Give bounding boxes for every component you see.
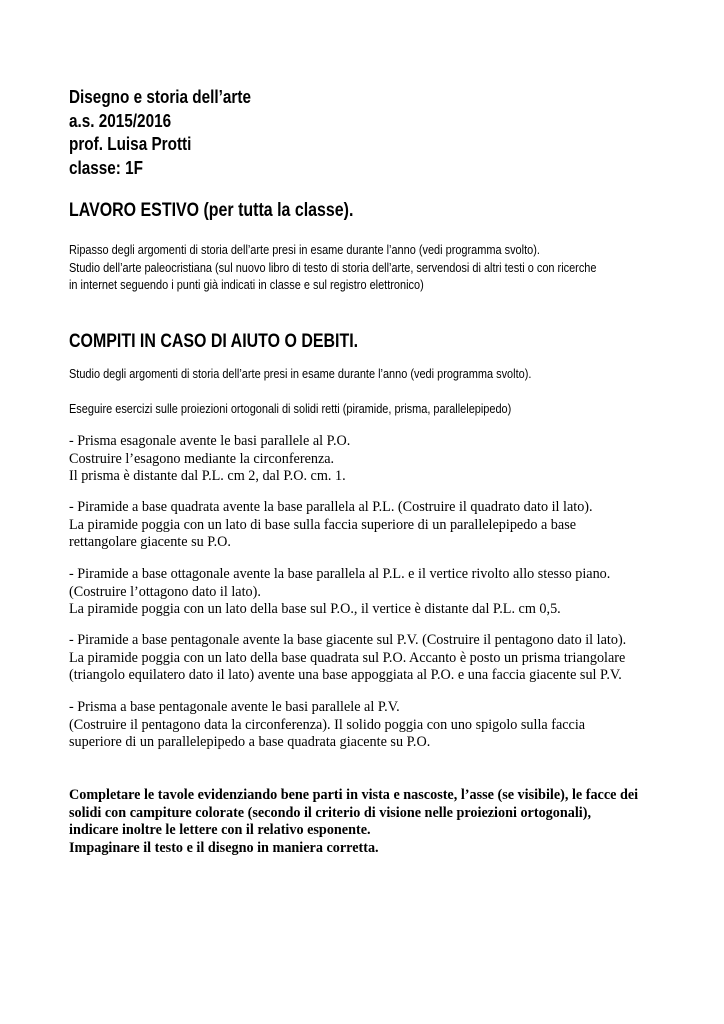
exercise-line: - Piramide a base quadrata avente la base parallela al P.L. (Costruire il quadrato dato il lato).: [69, 499, 593, 515]
summer-work-line: Ripasso degli argomenti di storia dell’arte presi in esame durante l’anno (vedi programma svolto).: [69, 242, 540, 257]
summer-work-heading: LAVORO ESTIVO (per tutta la classe).: [69, 200, 354, 221]
summer-work-line: Studio dell’arte paleocristiana (sul nuovo libro di testo di storia dell’arte, servendosi di altri testi o con ricerche: [69, 259, 597, 275]
exercise-line: superiore di un parallelepipedo a base quadrata giacente su P.O.: [69, 734, 431, 751]
exercise-line: rettangolare giacente su P.O.: [69, 534, 231, 551]
exercise-line: (triangolo equilatero dato il lato) avente una base appoggiata al P.O. e una faccia giacente sul P.V.: [69, 667, 622, 684]
exercise-line: - Piramide a base pentagonale avente la base giacente sul P.V. (Costruire il pentagono dato il lato).: [69, 632, 627, 648]
exercises-intro: Eseguire esercizi sulle proiezioni ortogonali di solidi retti (piramide, prisma, parallelepipedo): [69, 401, 512, 416]
final-instruction-line: solidi con campiture colorate (secondo il criterio di visione nelle proiezioni ortogonali),: [69, 804, 591, 821]
exercise-line: - Prisma esagonale avente le basi parallele al P.O.: [69, 433, 351, 449]
remedial-heading: COMPITI IN CASO DI AIUTO O DEBITI.: [69, 331, 359, 352]
exercise-line: - Piramide a base ottagonale avente la base parallela al P.L. e il vertice rivolto allo stesso piano.: [69, 566, 611, 582]
exercise-5: [69, 699, 585, 752]
final-instruction-line: Completare le tavole evidenziando bene parti in vista e nascoste, l’asse (se visibile), le facce dei: [69, 787, 639, 803]
exercise-line: La piramide poggia con un lato della base sul P.O., il vertice è distante dal P.L. cm 0,5.: [69, 601, 561, 618]
document-header: [69, 86, 251, 180]
teacher-name: prof. Luisa Protti: [69, 134, 192, 154]
exercise-4: [69, 632, 626, 685]
remedial-study-line: Studio degli argomenti di storia dell’arte presi in esame durante l’anno (vedi programma svolto).: [69, 366, 532, 381]
exercise-line: La piramide poggia con un lato della base quadrata sul P.O. Accanto è posto un prisma triangolare: [69, 649, 626, 666]
exercise-line: Costruire l’esagono mediante la circonferenza.: [69, 450, 335, 467]
summer-work-line: in internet seguendo i punti già indicati in classe e sul registro elettronico): [69, 277, 424, 292]
exercise-line: - Prisma a base pentagonale avente le basi parallele al P.V.: [69, 699, 400, 715]
exercise-line: Il prisma è distante dal P.L. cm 2, dal P.O. cm. 1.: [69, 468, 346, 485]
exercise-line: La piramide poggia con un lato di base sulla faccia superiore di un parallelepipedo a base: [69, 516, 577, 533]
exercise-line: (Costruire l’ottagono dato il lato).: [69, 583, 261, 600]
course-title: Disegno e storia dell’arte: [69, 87, 251, 107]
school-year: a.s. 2015/2016: [69, 110, 172, 131]
final-instructions: [69, 787, 638, 857]
exercise-line: (Costruire il pentagono data la circonferenza). Il solido poggia con uno spigolo sulla faccia: [69, 716, 586, 733]
exercise-2: [69, 499, 593, 552]
final-instruction-line: Impaginare il testo e il disegno in maniera corretta.: [69, 839, 379, 856]
exercise-1: [69, 433, 350, 486]
exercise-3: [69, 566, 610, 619]
final-instruction-line: indicare inoltre le lettere con il relativo esponente.: [69, 822, 371, 839]
summer-work-body: [69, 241, 596, 294]
class-name: classe: 1F: [69, 157, 144, 178]
